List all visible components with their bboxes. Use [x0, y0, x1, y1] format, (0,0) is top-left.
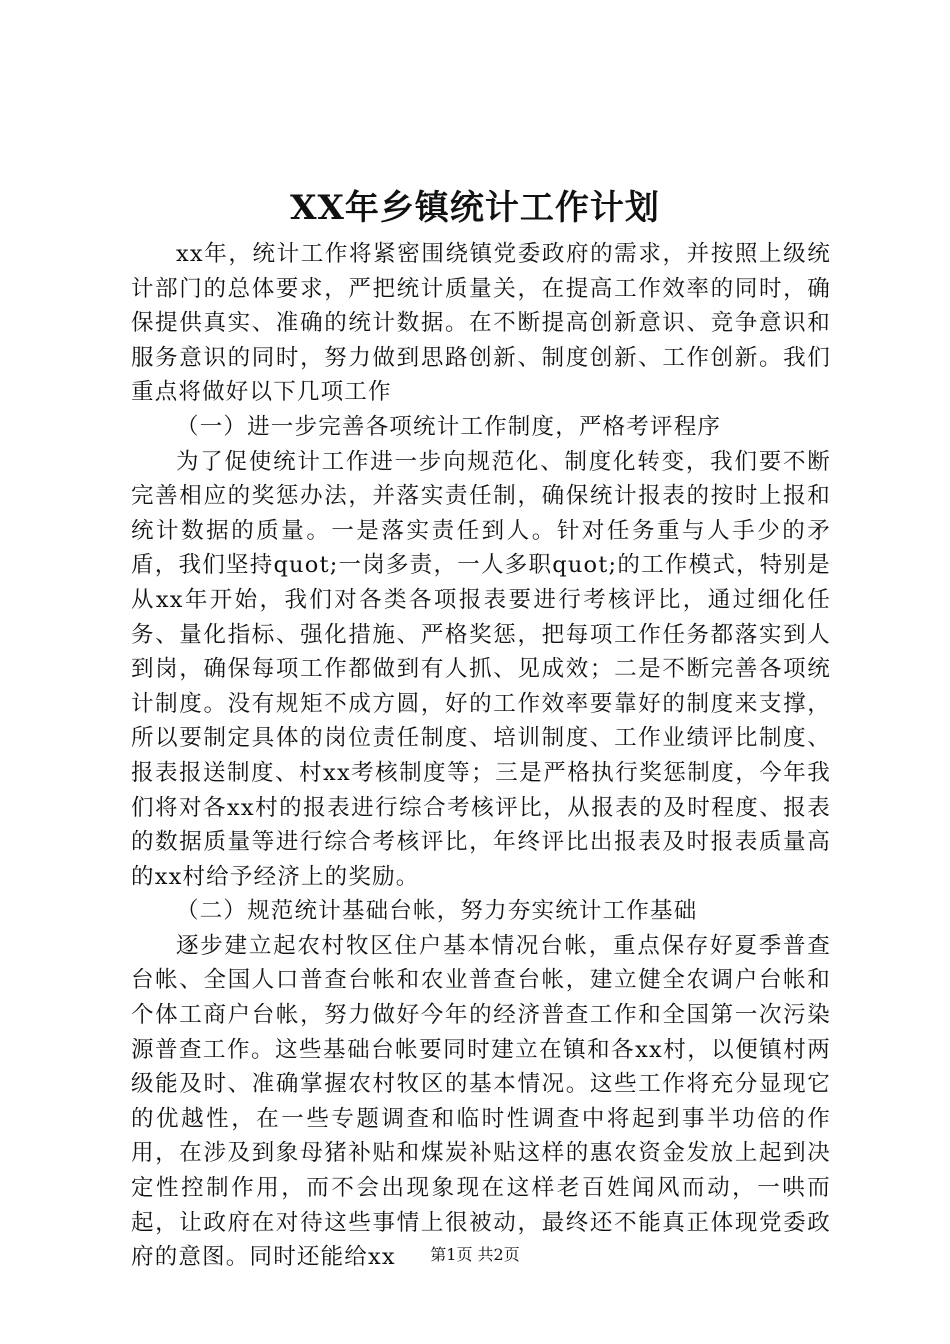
paragraph-section-2: 逐步建立起农村牧区住户基本情况台帐，重点保存好夏季普查台帐、全国人口普查台帐和农业普查台帐，建立健全农调户台帐和个体工商户台帐，努力做好今年的经济普查工作和全国第一次污染源普查工作。这些基础台帐要同时建立在镇和各xx村，以便镇村两级能及时、准确掌握农村牧区的基本情况。这些工作将充分显现它的优越性，在一些专题调查和临时性调查中将起到事半功倍的作用，在涉及到象母猪补贴和煤炭补贴这样的惠农资金发放上起到决定性控制作用，而不会出现象现在这样老百姓闻风而动，一哄而起，让政府在对待这些事情上很被动，最终还不能真正体现党委政府的意图。同时还能给xx	[131, 932, 831, 1271]
page-footer: 第1页 共2页	[430, 1245, 520, 1264]
document-title: XX年乡镇统计工作计划	[290, 188, 660, 228]
section-heading-1: （一）进一步完善各项统计工作制度，严格考评程序	[176, 413, 722, 440]
paragraph-intro: xx年，统计工作将紧密围绕镇党委政府的需求，并按照上级统计部门的总体要求，严把统计质量关，在提高工作效率的同时，确保提供真实、准确的统计数据。在不断提高创新意识、竞争意识和服务意识的同时，努力做到思路创新、制度创新、工作创新。我们重点将做好以下几项工作	[131, 241, 831, 406]
section-heading-2: （二）规范统计基础台帐，努力夯实统计工作基础	[176, 898, 698, 925]
paragraph-section-1: 为了促使统计工作进一步向规范化、制度化转变，我们要不断完善相应的奖惩办法，并落实责任制，确保统计报表的按时上报和统计数据的质量。一是落实责任到人。针对任务重与人手少的矛盾，我们坚持quot;一岗多责，一人多职quot;的工作模式，特别是从xx年开始，我们对各类各项报表要进行考核评比，通过细化任务、量化指标、强化措施、严格奖惩，把每项工作任务都落实到人到岗，确保每项工作都做到有人抓、见成效；二是不断完善各项统计制度。没有规矩不成方圆，好的工作效率要靠好的制度来支撑，所以要制定具体的岗位责任制度、培训制度、工作业绩评比制度、报表报送制度、村xx考核制度等；三是严格执行奖惩制度，今年我们将对各xx村的报表进行综合考核评比，从报表的及时程度、报表的数据质量等进行综合考核评比，年终评比出报表及时报表质量高的xx村给予经济上的奖励。	[131, 448, 831, 890]
document-body	[131, 237, 831, 1275]
